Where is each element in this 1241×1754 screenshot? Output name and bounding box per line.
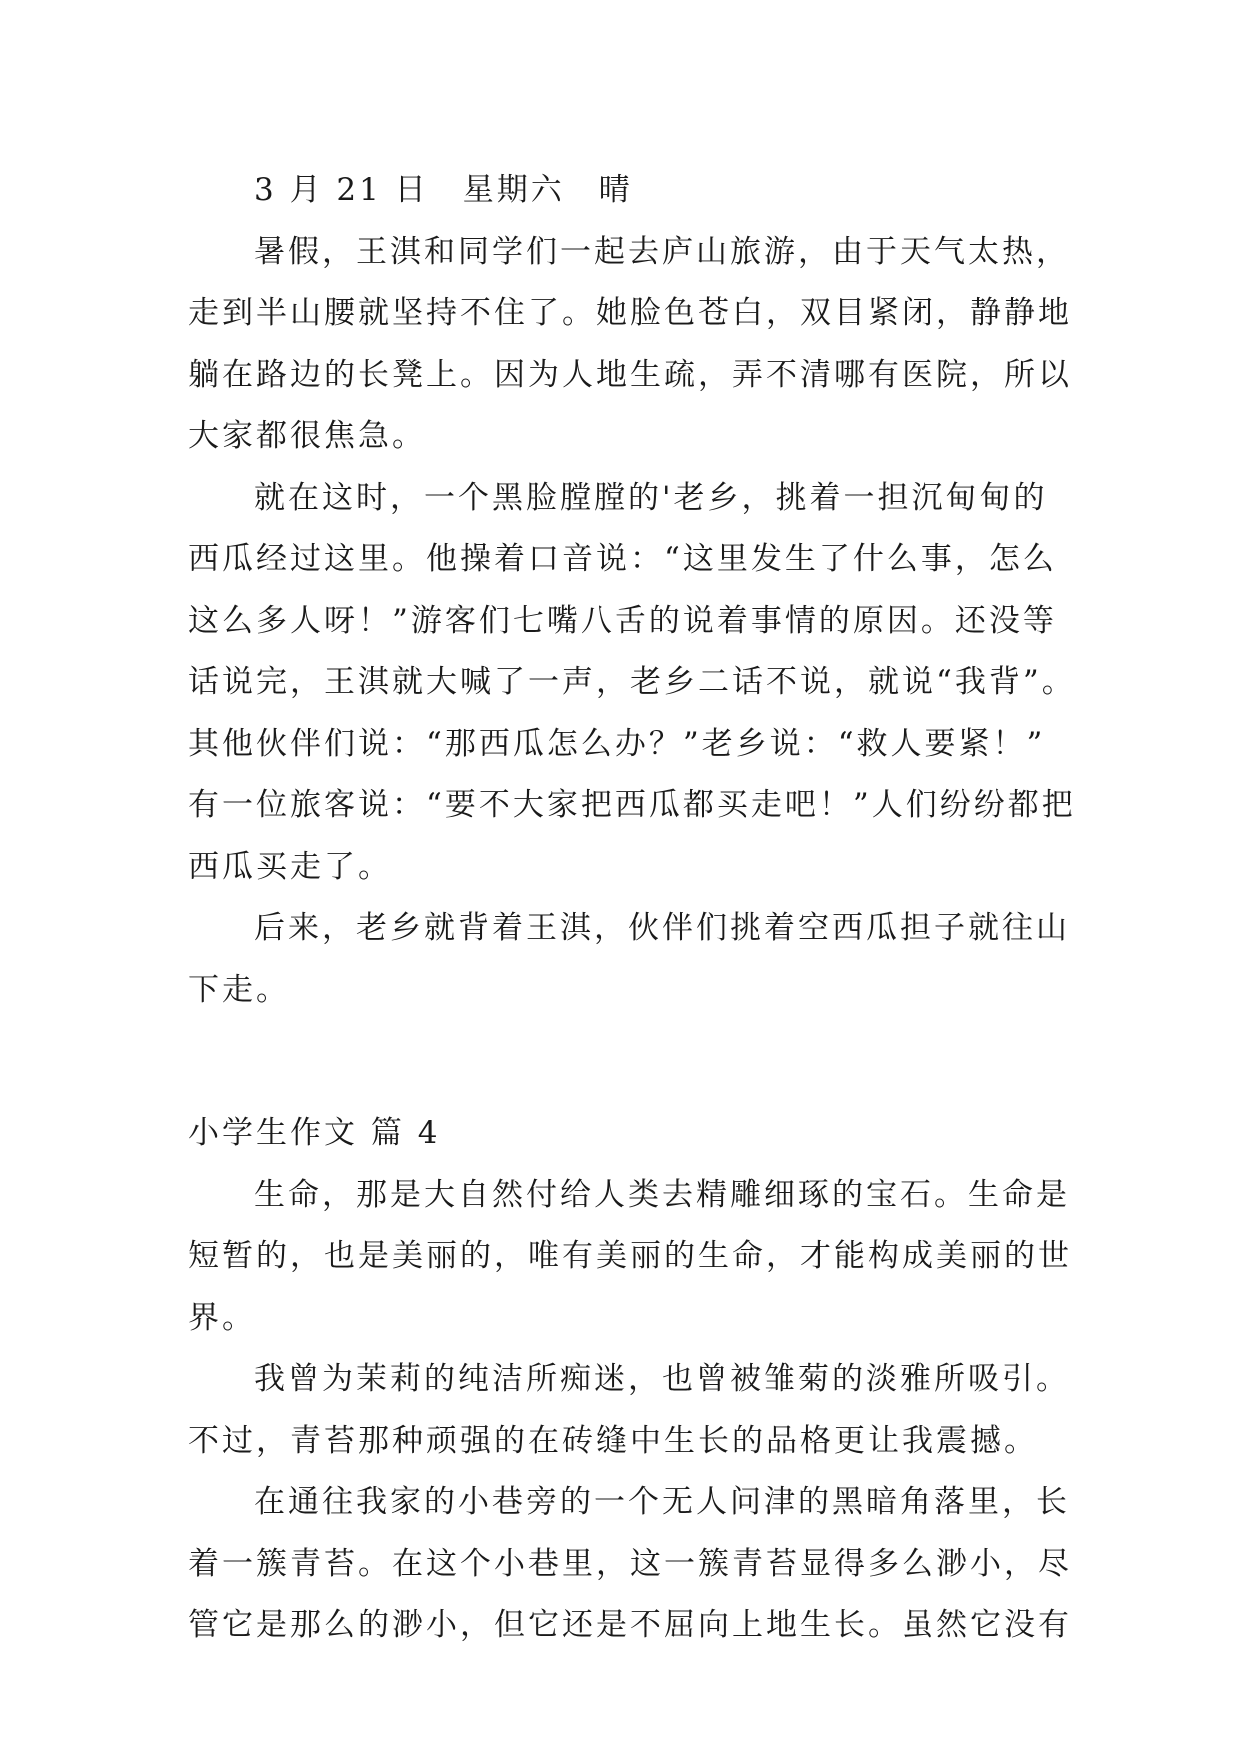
paragraph-line: 我曾为茉莉的纯洁所痴迷，也曾被雏菊的淡雅所吸引。 (254, 1361, 1070, 1397)
paragraph-line: 管它是那么的渺小，但它还是不屈向上地生长。虽然它没有 (188, 1607, 1072, 1643)
paragraph-line: 后来，老乡就背着王淇，伙伴们挑着空西瓜担子就往山 (254, 910, 1070, 946)
paragraph-line: 下走。 (188, 971, 290, 1008)
paragraph-line: 界。 (188, 1299, 256, 1336)
paragraph-line: 这么多人呀！”游客们七嘴八舌的说着事情的原因。还没等 (188, 602, 1057, 639)
paragraph-line: 西瓜买走了。 (188, 848, 392, 885)
paragraph-line: 在通往我家的小巷旁的一个无人问津的黑暗角落里，长 (254, 1484, 1070, 1520)
paragraph-line: 暑假，王淇和同学们一起去庐山旅游，由于天气太热， (254, 233, 1070, 270)
paragraph-line: 其他伙伴们说：“那西瓜怎么办？”老乡说：“救人要紧！” (188, 725, 1046, 762)
paragraph-line: 有一位旅客说：“要不大家把西瓜都买走吧！”人们纷纷都把 (188, 787, 1076, 823)
diary-date-line: 3 月 21 日 星期六 晴 (254, 172, 633, 208)
paragraph-line: 躺在路边的长凳上。因为人地生疏，弄不清哪有医院，所以 (188, 356, 1072, 393)
paragraph-line: 西瓜经过这里。他操着口音说：“这里发生了什么事，怎么 (188, 541, 1057, 577)
paragraph-line: 生命，那是大自然付给人类去精雕细琢的宝石。生命是 (254, 1176, 1070, 1213)
paragraph-line: 话说完，王淇就大喊了一声，老乡二话不说，就说“我背”。 (188, 664, 1076, 700)
paragraph-line: 大家都很焦急。 (188, 418, 426, 454)
section-gap (188, 1021, 1058, 1103)
essay-heading: 小学生作文 篇 4 (188, 1115, 441, 1151)
paragraph-line: 不过，青苔那种顽强的在砖缝中生长的品格更让我震撼。 (188, 1422, 1038, 1459)
paragraph-line: 着一簇青苔。在这个小巷里，这一簇青苔显得多么渺小，尽 (188, 1545, 1072, 1582)
paragraph-line: 走到半山腰就坚持不住了。她脸色苍白，双目紧闭，静静地 (188, 295, 1072, 331)
paragraph-line: 短暂的，也是美丽的，唯有美丽的生命，才能构成美丽的世 (188, 1238, 1072, 1274)
paragraph-line: 就在这时，一个黑脸膛膛的'老乡，挑着一担沉甸甸的 (254, 479, 1048, 516)
document-page (188, 160, 1076, 1657)
